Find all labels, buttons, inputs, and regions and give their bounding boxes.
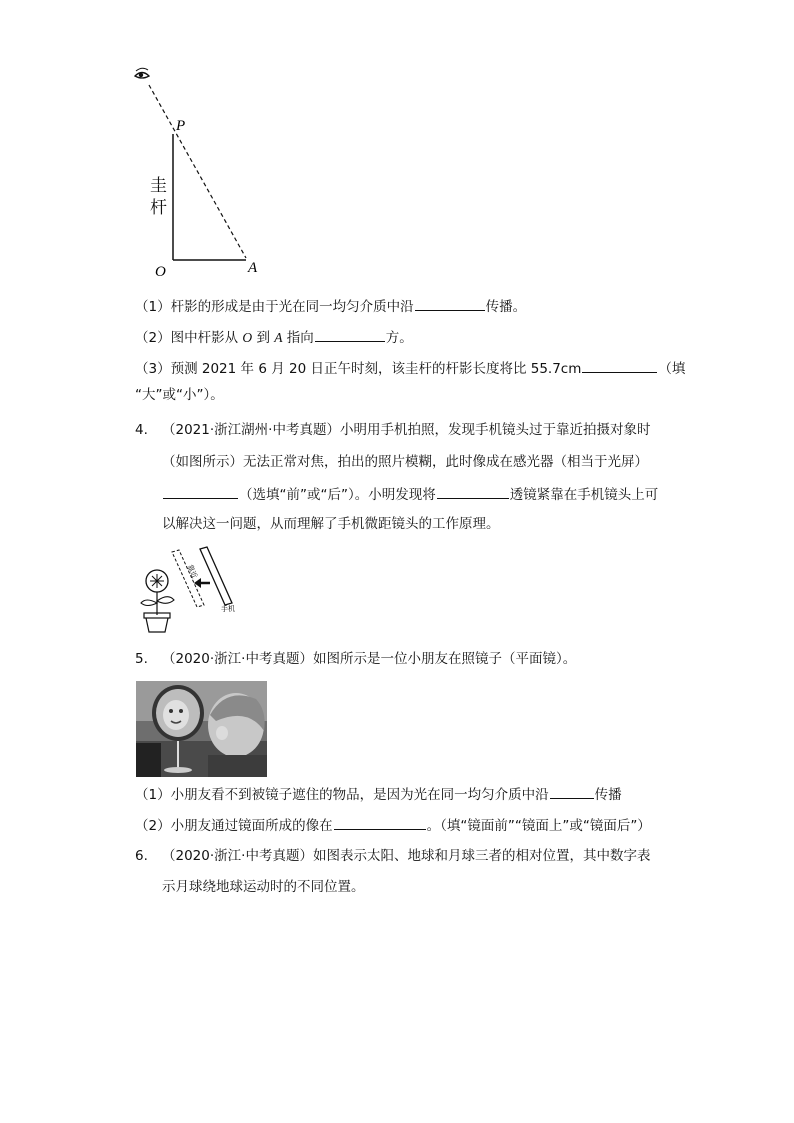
- light-ray-dashed: [149, 85, 246, 258]
- pole-label-1: 圭: [150, 176, 167, 196]
- arrow-left-icon: [194, 578, 210, 588]
- q5-blank2: [334, 814, 426, 830]
- q5-blank1: [550, 783, 594, 799]
- pot-icon: [144, 613, 170, 632]
- phone-shape: [200, 547, 232, 605]
- q3-sub3: （3）预测 2021 年 6 月 20 日正午时刻，该圭杆的杆影长度将比 55.7cm （填: [135, 357, 685, 379]
- q6-line2: 示月球绕地球运动时的不同位置。: [162, 879, 365, 895]
- q5-number: 5.: [135, 651, 148, 667]
- q5-sub1: （1）小朋友看不到被镜子遮住的物品，是因为光在同一均匀介质中沿 传播: [135, 783, 622, 805]
- q5-line1: （2020·浙江·中考真题）如图所示是一位小朋友在照镜子（平面镜）。: [162, 651, 577, 667]
- q4-number: 4.: [135, 422, 148, 438]
- flower-phone-figure: [132, 545, 247, 635]
- label-near: 靠近: [185, 563, 199, 580]
- q6-number: 6.: [135, 848, 148, 864]
- q6-line1: （2020·浙江·中考真题）如图表示太阳、地球和月球三者的相对位置，其中数字表: [162, 848, 651, 864]
- q4-line3: （选填“前”或“后”）。小明发现将 透镜紧靠在手机镜头上可: [162, 483, 658, 505]
- q4-line4: 以解决这一问题，从而理解了手机微距镜头的工作原理。: [162, 516, 500, 532]
- label-a: A: [248, 260, 258, 276]
- label-o: O: [155, 264, 166, 280]
- q3-sub2: （2）图中杆影从 O 到 A 指向 方。: [135, 326, 413, 348]
- q3-blank2: [315, 326, 385, 342]
- q4-line2: （如图所示）无法正常对焦，拍出的照片模糊，此时像成在感光器（相当于光屏）: [162, 454, 648, 470]
- q4-blank1: [163, 483, 238, 499]
- q4-line1: （2021·浙江湖州·中考真题）小明用手机拍照，发现手机镜头过于靠近拍摄对象时: [162, 422, 651, 438]
- q3-blank3: [582, 357, 657, 373]
- q3-sub3-cont: “大”或“小”）。: [135, 387, 224, 403]
- flower-icon: [141, 570, 174, 615]
- q3-blank1: [415, 295, 485, 311]
- q4-blank2: [437, 483, 509, 499]
- eye-icon: [135, 68, 149, 78]
- q5-sub2: （2）小朋友通过镜面所成的像在 。（填“镜面前”“镜面上”或“镜面后”）: [135, 814, 651, 836]
- label-phone: 手机: [221, 605, 235, 613]
- q3-sub1: （1）杆影的形成是由于光在同一均匀介质中沿 传播。: [135, 295, 526, 317]
- lens-dashed: [172, 550, 204, 607]
- pole-shadow-figure: [125, 60, 275, 285]
- label-p: P: [176, 118, 186, 134]
- pole-label-2: 杆: [150, 198, 167, 218]
- child-mirror-photo: [136, 681, 267, 777]
